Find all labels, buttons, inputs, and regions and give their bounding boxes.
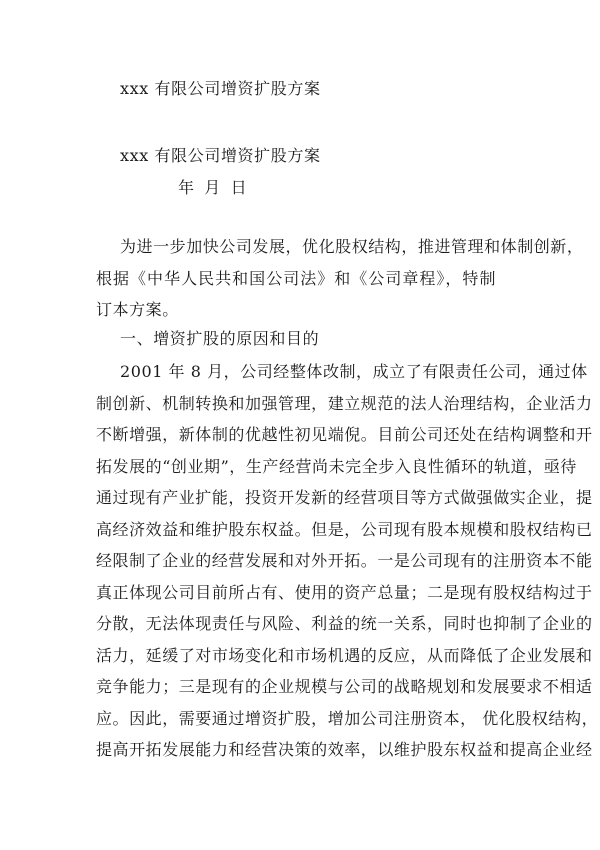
body-line: 分散，无法体现责任与风险、利益的统一关系，同时也抑制了企业的 [96, 614, 593, 633]
body-line: 经限制了企业的经营发展和对外开拓。一是公司现有的注册资本不能 [96, 551, 593, 570]
body-line: 高经济效益和维护股东权益。但是，公司现有股本规模和股权结构已 [96, 519, 593, 539]
intro-paragraph [96, 231, 584, 326]
body-line: 提高开拓发展能力和经营决策的效率，以维护股东权益和提高企业经 [96, 740, 593, 759]
section-body [96, 356, 599, 766]
date-line: 年 月 日 [178, 178, 248, 197]
body-line: 制创新、机制转换和加强管理，建立规范的法人治理结构，企业活力 [96, 393, 593, 413]
body-line: 真正体现公司目前所占有、使用的资产总量；二是现有股权结构过于 [96, 582, 593, 602]
body-line: 活力，延缓了对市场变化和市场机遇的反应，从而降低了企业发展和 [96, 645, 593, 665]
document-title: xxx 有限公司增资扩股方案 [120, 79, 321, 98]
body-line: 竞争能力；三是现有的企业规模与公司的战略规划和发展要求不相适 [96, 677, 593, 696]
body-line: 通过现有产业扩能，投资开发新的经营项目等方式做强做实企业，提 [96, 488, 593, 507]
intro-rest: 根据《中华人民共和国公司法》和《公司章程》，特制订本方案。 [96, 268, 496, 319]
body-line: 2001 年 8 月，公司经整体改制，成立了有限责任公司，通过体 [120, 362, 588, 381]
body-line: 应。因此，需要通过增资扩股，增加公司注册资本， 优化股权结构， [96, 708, 599, 728]
intro-first-line: 为进一步加快公司发展，优化股权结构，推进管理和体制创新， [120, 237, 584, 256]
section-heading: 一、增资扩股的原因和目的 [120, 329, 320, 348]
body-line: 拓发展的“创业期”，生产经营尚未完全步入良性循环的轨道，亟待 [96, 456, 577, 476]
body-line: 不断增强，新体制的优越性初见端倪。目前公司还处在结构调整和开 [96, 425, 593, 444]
document-subtitle: xxx 有限公司增资扩股方案 [120, 146, 321, 165]
